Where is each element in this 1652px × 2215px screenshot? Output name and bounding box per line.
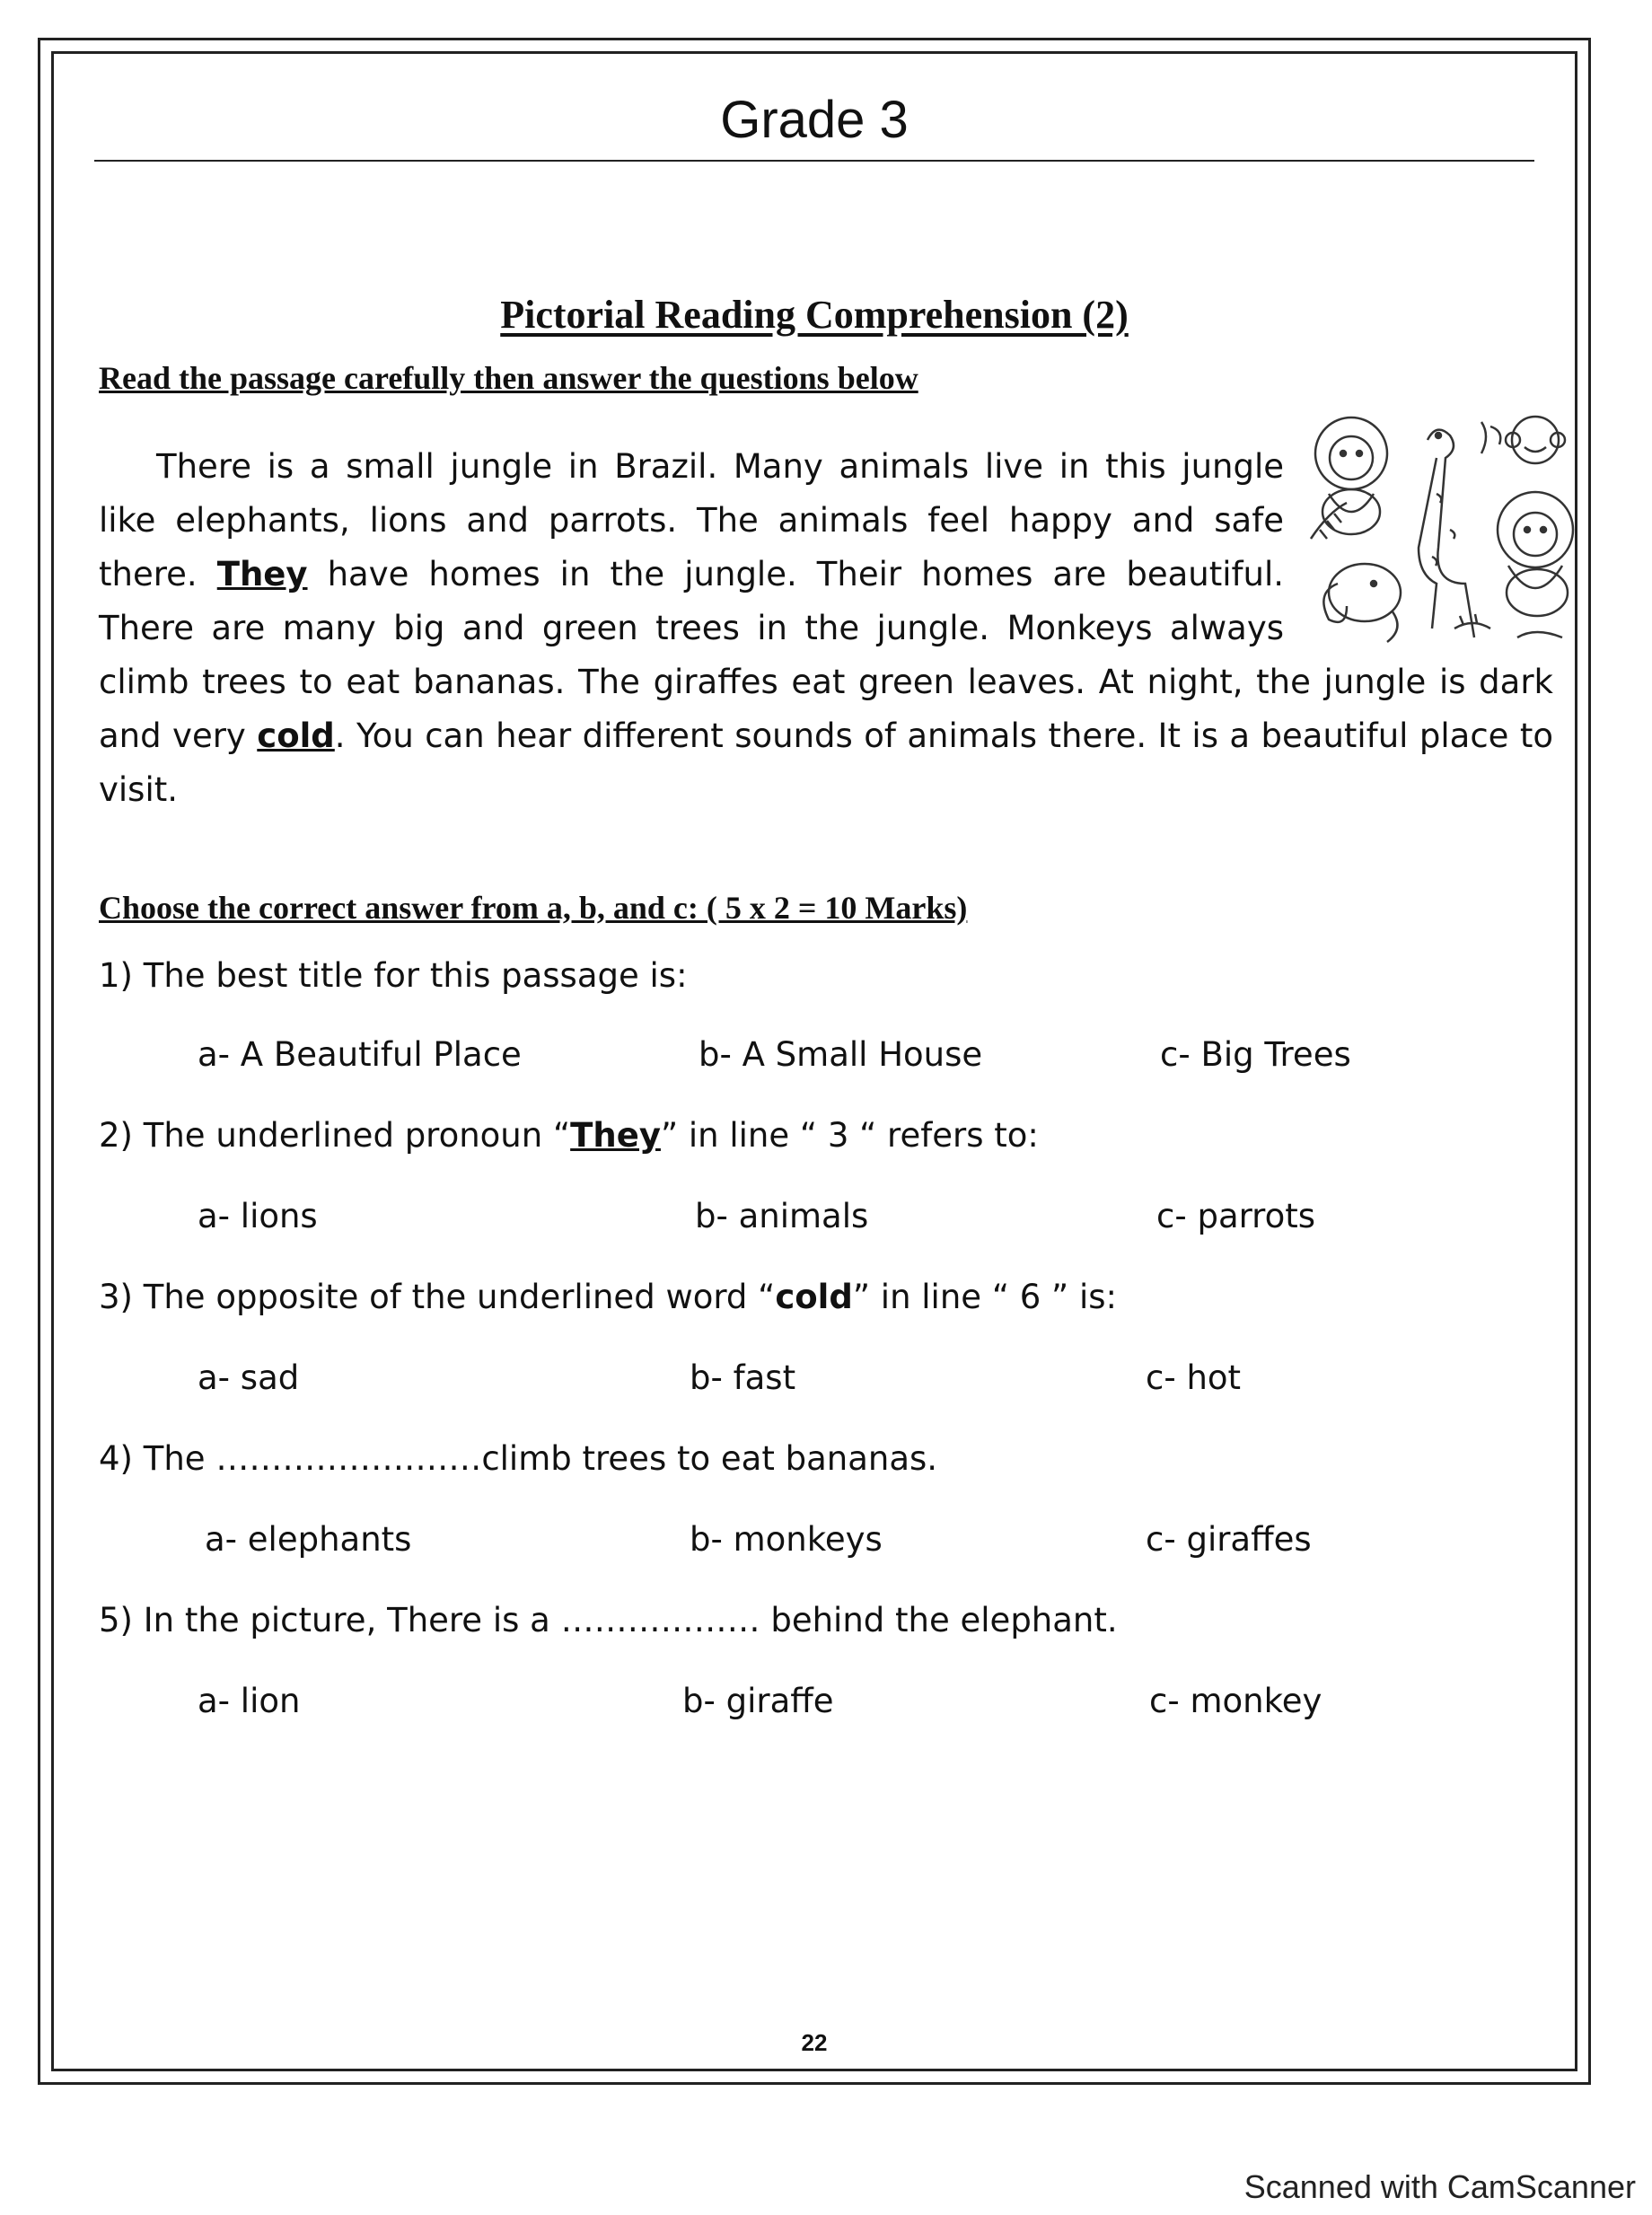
question-2-post: ” in line “ 3 “ refers to: <box>660 1116 1039 1155</box>
page-inner-border <box>51 51 1577 2071</box>
page-border <box>38 38 1591 2085</box>
question-4: 4) The ……………………climb trees to eat bananas. <box>99 1439 938 1478</box>
underlined-word: cold <box>257 716 335 755</box>
passage-text-1: There is a small jungle in Brazil. Many animals live in this jungle like elephants, lions and parrots. The animals feel happy and safe there. <box>99 447 1284 593</box>
question-2-word: They <box>570 1116 661 1155</box>
option-2b[interactable]: b- animals <box>695 1197 869 1235</box>
passage-text-3: . You can hear different sounds of animals there. It is a beautiful place to visit. <box>99 716 1554 809</box>
question-3-post: ” in line “ 6 ” is: <box>852 1278 1117 1316</box>
reading-instruction: Read the passage carefully then answer the questions below <box>99 360 918 396</box>
question-3-word: cold <box>775 1278 853 1316</box>
question-1: 1) The best title for this passage is: <box>99 956 688 995</box>
option-4b[interactable]: b- monkeys <box>690 1520 883 1559</box>
worksheet-title: Pictorial Reading Comprehension (2) <box>500 293 1129 337</box>
page-number: 22 <box>801 2029 828 2056</box>
question-5: 5) In the picture, There is a ……………… behind the elephant. <box>99 1601 1118 1639</box>
option-4a[interactable]: a- elephants <box>205 1520 412 1559</box>
option-5a[interactable]: a- lion <box>198 1682 301 1720</box>
underlined-pronoun: They <box>216 555 308 593</box>
elephant-icon <box>1329 564 1401 621</box>
passage-text-2: have homes in the jungle. Their homes are beautiful. There are many big and green trees in the jungle. Monkeys always climb trees to eat bananas. The giraffes eat green leaves. At night, the jungle is dark and very <box>99 555 1553 755</box>
giraffe-icon <box>1419 430 1474 637</box>
grade-heading: Grade 3 <box>720 91 909 149</box>
option-3b[interactable]: b- fast <box>690 1358 796 1397</box>
option-5c[interactable]: c- monkey <box>1149 1682 1322 1720</box>
option-3c[interactable]: c- hot <box>1146 1358 1242 1397</box>
question-3 <box>99 1278 1117 1316</box>
question-3-pre: 3) The opposite of the underlined word “ <box>99 1278 776 1316</box>
option-2c[interactable]: c- parrots <box>1156 1197 1315 1235</box>
reading-passage <box>99 440 1553 817</box>
option-4c[interactable]: c- giraffes <box>1146 1520 1312 1559</box>
heading-rule <box>94 160 1534 162</box>
question-2 <box>99 1116 1039 1155</box>
question-2-pre: 2) The underlined pronoun “ <box>99 1116 571 1155</box>
option-1a[interactable]: a- A Beautiful Place <box>198 1035 522 1074</box>
jungle-animals-illustration <box>1302 404 1580 646</box>
option-1b[interactable]: b- A Small House <box>699 1035 983 1074</box>
option-3a[interactable]: a- sad <box>198 1358 300 1397</box>
option-5b[interactable]: b- giraffe <box>682 1682 834 1720</box>
choose-instruction: Choose the correct answer from a, b, and c: ( 5 x 2 = 10 Marks) <box>99 890 968 926</box>
camscanner-watermark: Scanned with CamScanner <box>1243 2168 1636 2205</box>
option-2a[interactable]: a- lions <box>198 1197 318 1235</box>
option-1c[interactable]: c- Big Trees <box>1160 1035 1351 1074</box>
